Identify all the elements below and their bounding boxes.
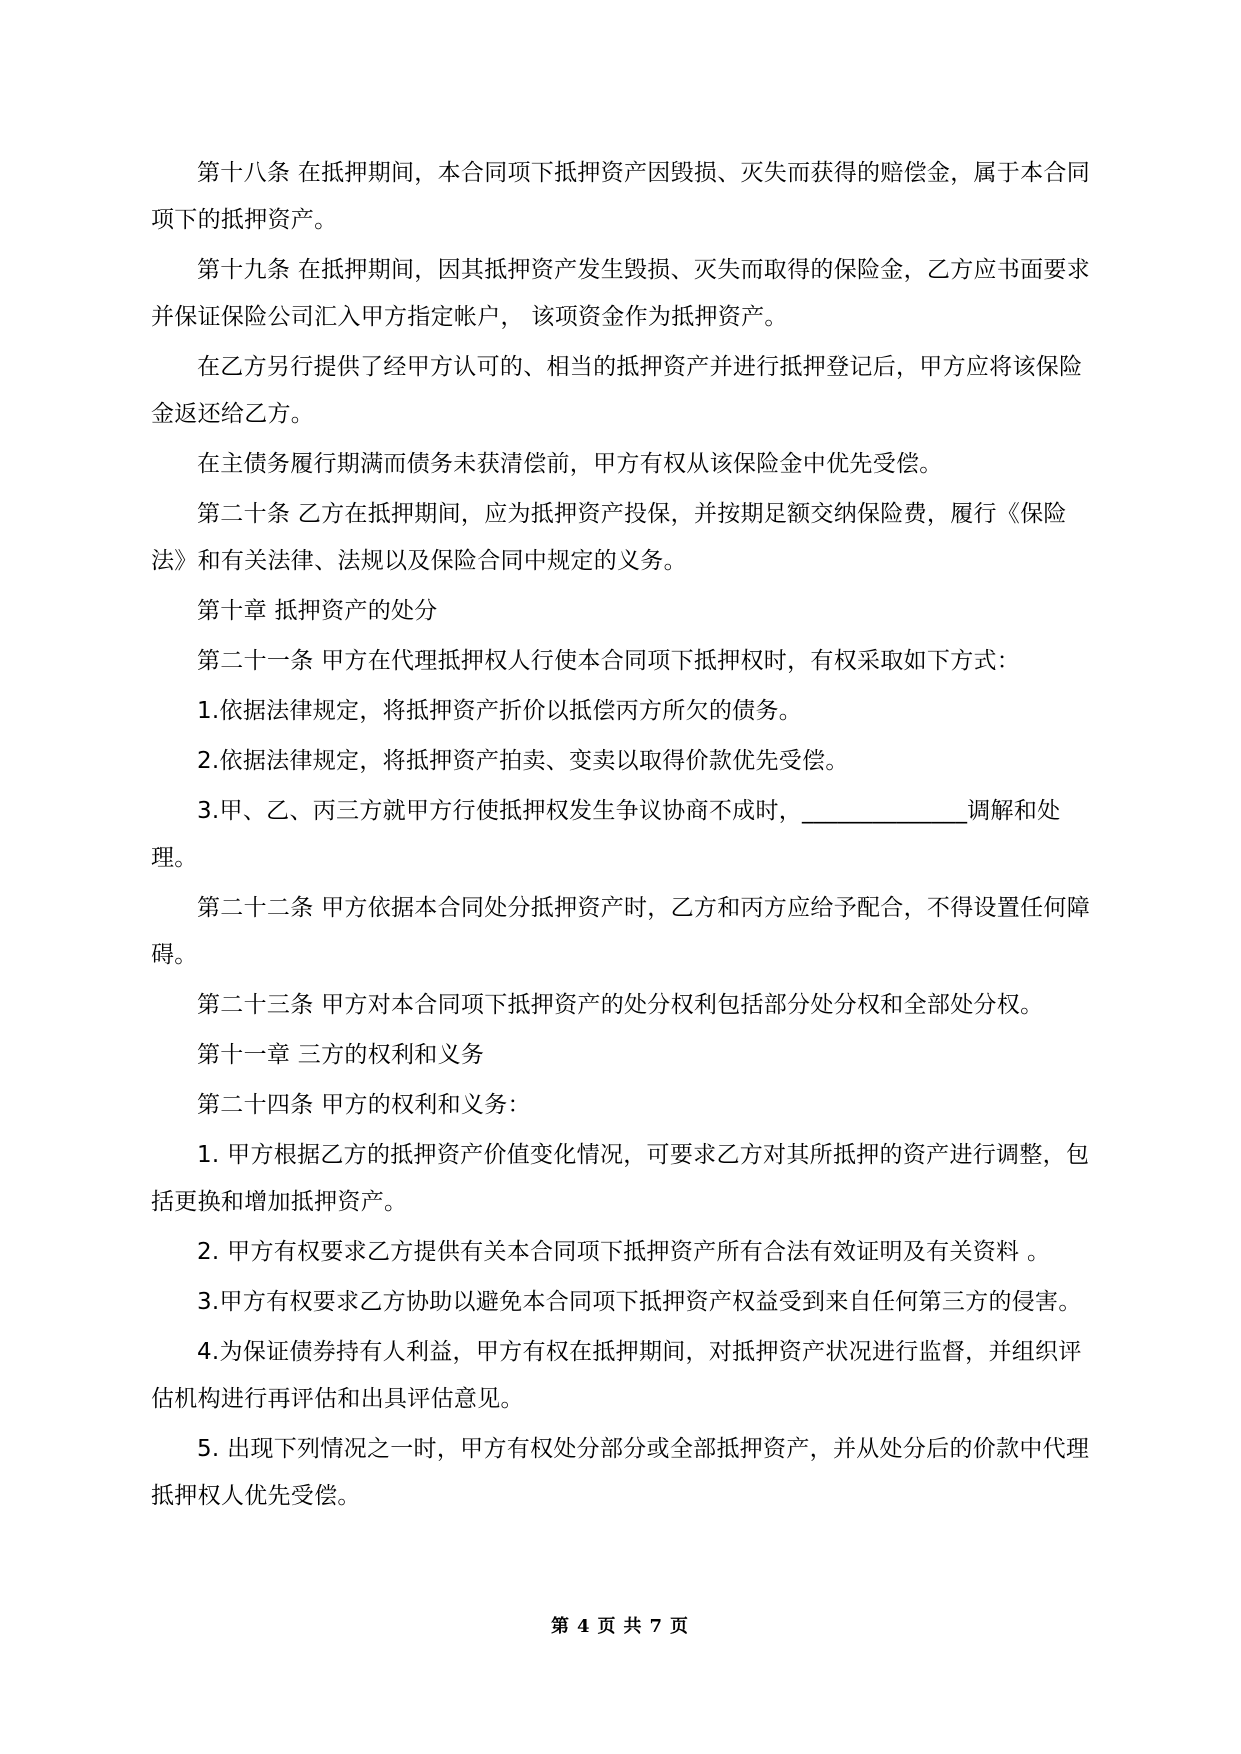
paragraph: 第二十一条 甲方在代理抵押权人行使本合同项下抵押权时，有权采取如下方式： bbox=[197, 648, 1021, 674]
footer-page-word: 页 bbox=[597, 1616, 618, 1637]
paragraph: 第十八条 在抵押期间，本合同项下抵押资产因毁损、灭失而获得的赔偿金，属于本合同项下的抵押资产。 bbox=[151, 160, 1091, 233]
list-item: 3.甲、乙、丙三方就甲方行使抵押权发生争议协商不成时，______________调解和处理。 bbox=[151, 798, 1061, 871]
chapter-heading: 第十章 抵押资产的处分 bbox=[197, 598, 438, 624]
chapter-heading: 第十一章 三方的权利和义务 bbox=[197, 1042, 485, 1068]
list-item: 1.依据法律规定，将抵押资产折价以抵偿丙方所欠的债务。 bbox=[197, 698, 803, 724]
paragraph: 在乙方另行提供了经甲方认可的、相当的抵押资产并进行抵押登记后，甲方应将该保险金返还给乙方。 bbox=[151, 354, 1083, 427]
page-footer bbox=[0, 1612, 1241, 1638]
paragraph: 第十九条 在抵押期间，因其抵押资产发生毁损、灭失而取得的保险金，乙方应书面要求并保证保险公司汇入甲方指定帐户， 该项资金作为抵押资产。 bbox=[151, 257, 1091, 330]
footer-total-word: 共 bbox=[623, 1616, 644, 1637]
paragraph: 第二十条 乙方在抵押期间，应为抵押资产投保，并按期足额交纳保险费，履行《保险法》和有关法律、法规以及保险合同中规定的义务。 bbox=[151, 501, 1067, 574]
list-item: 1. 甲方根据乙方的抵押资产价值变化情况，可要求乙方对其所抵押的资产进行调整，包括更换和增加抵押资产。 bbox=[151, 1142, 1090, 1215]
current-page-number: 4 bbox=[576, 1616, 592, 1637]
list-item: 2. 甲方有权要求乙方提供有关本合同项下抵押资产所有合法有效证明及有关资料 。 bbox=[197, 1239, 1051, 1265]
footer-prefix: 第 bbox=[550, 1616, 571, 1637]
list-item: 3.甲方有权要求乙方协助以避免本合同项下抵押资产权益受到来自任何第三方的侵害。 bbox=[197, 1289, 1082, 1315]
list-item: 2.依据法律规定，将抵押资产拍卖、变卖以取得价款优先受偿。 bbox=[197, 748, 849, 774]
list-item: 4.为保证债券持有人利益，甲方有权在抵押期间，对抵押资产状况进行监督，并组织评估机构进行再评估和出具评估意见。 bbox=[151, 1339, 1082, 1412]
list-item: 5. 出现下列情况之一时，甲方有权处分部分或全部抵押资产，并从处分后的价款中代理抵押权人优先受偿。 bbox=[151, 1436, 1090, 1509]
paragraph: 第二十四条 甲方的权利和义务： bbox=[197, 1092, 531, 1118]
paragraph: 第二十二条 甲方依据本合同处分抵押资产时，乙方和丙方应给予配合，不得设置任何障碍。 bbox=[151, 895, 1091, 968]
paragraph: 在主债务履行期满而债务未获清偿前，甲方有权从该保险金中优先受偿。 bbox=[197, 451, 943, 477]
footer-suffix: 页 bbox=[670, 1616, 691, 1637]
paragraph: 第二十三条 甲方对本合同项下抵押资产的处分权利包括部分处分权和全部处分权。 bbox=[197, 992, 1044, 1018]
total-pages-number: 7 bbox=[649, 1616, 665, 1637]
document-body bbox=[151, 150, 1095, 1523]
